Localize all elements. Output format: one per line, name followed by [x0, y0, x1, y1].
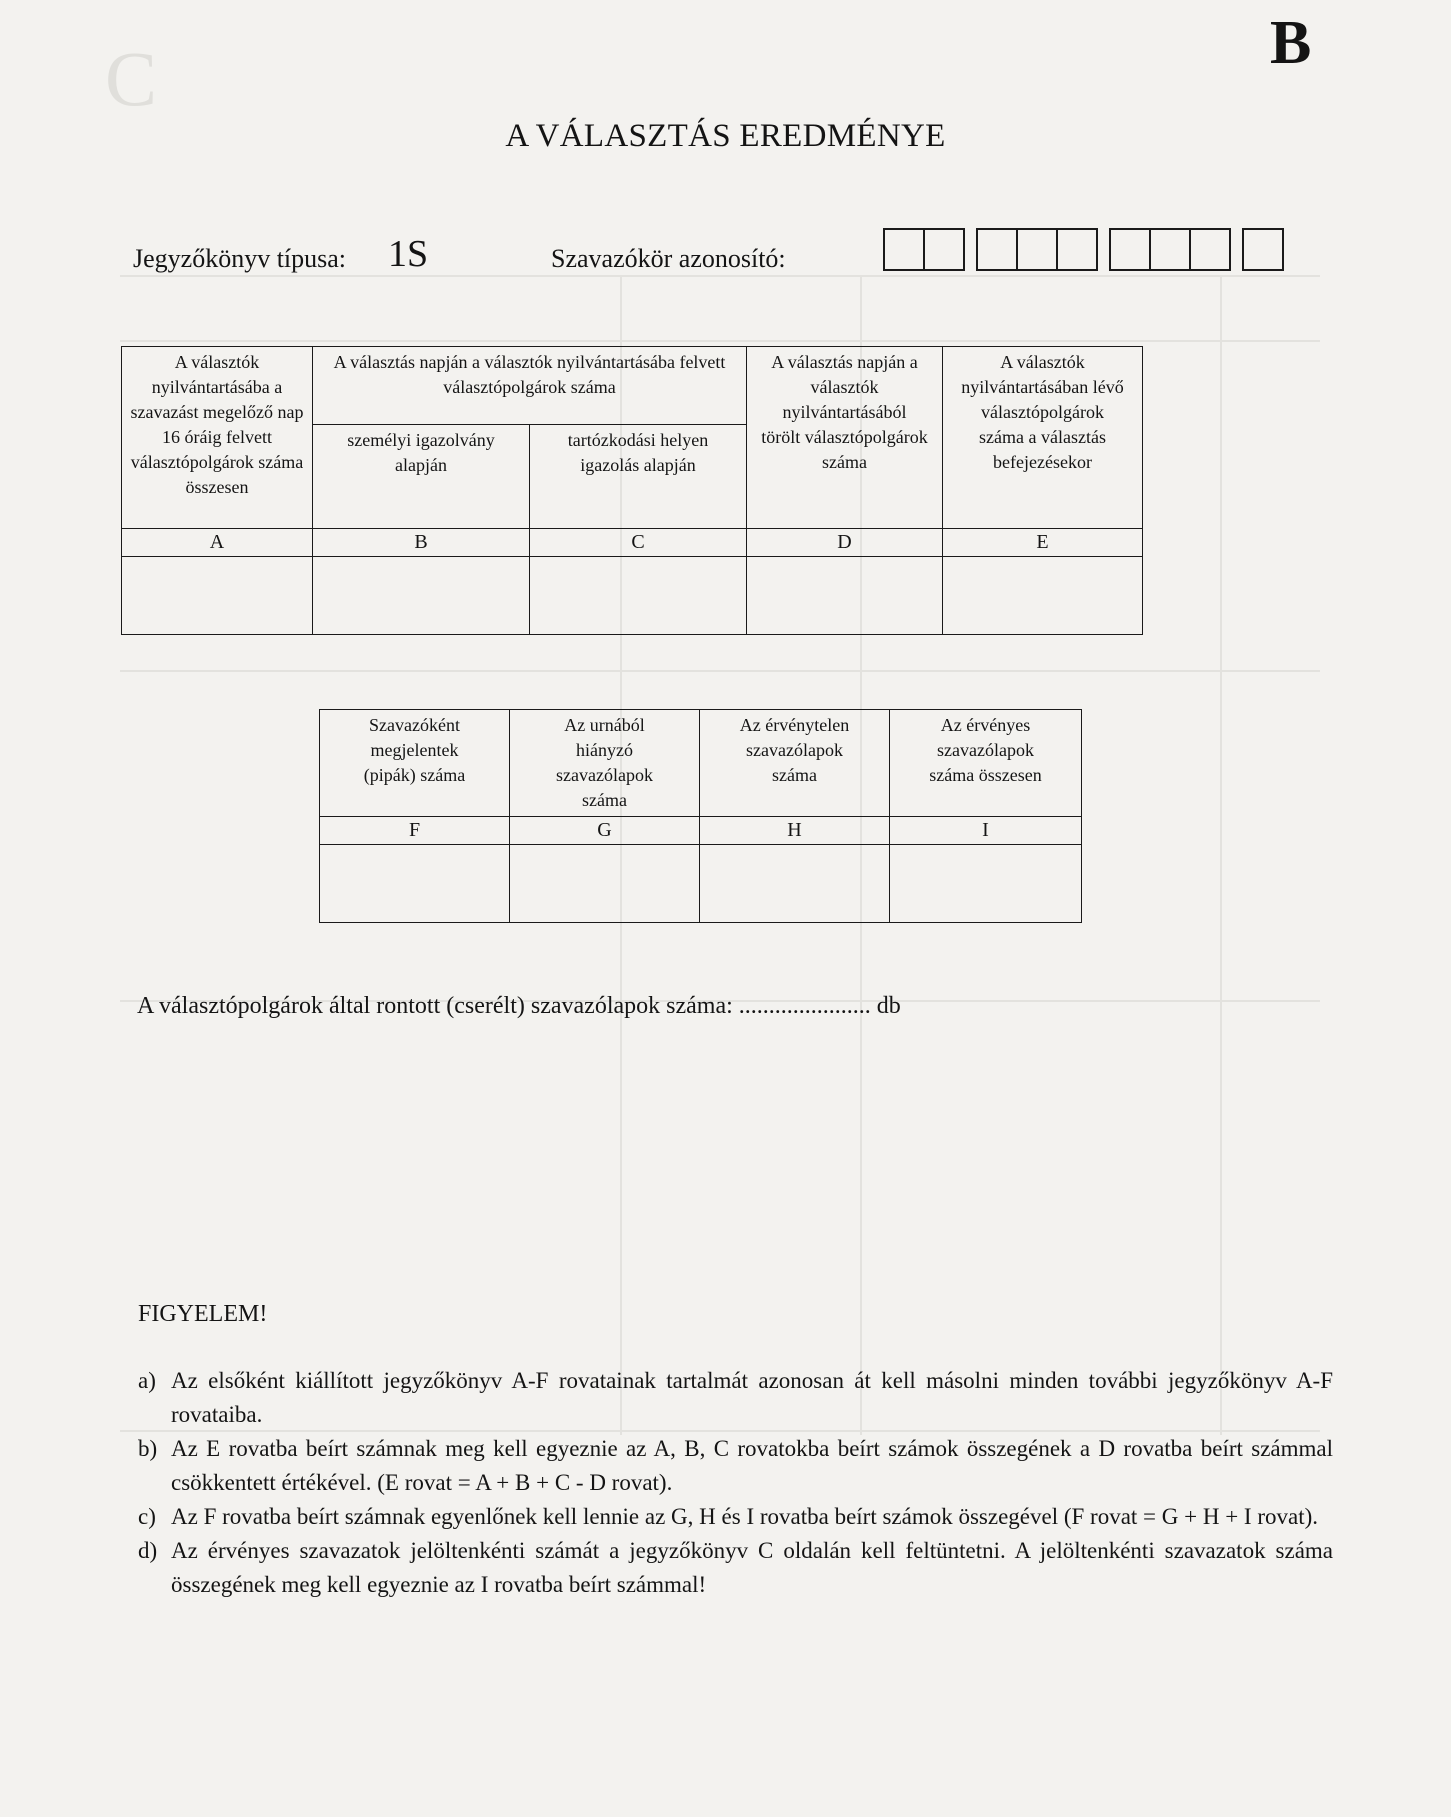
col-g-code: G [510, 817, 700, 845]
col-f-entry[interactable] [320, 845, 510, 923]
col-a-entry[interactable] [122, 557, 313, 635]
bleed-through-line [120, 670, 1320, 672]
col-h-header: Az érvénytelen szavazólapok száma [700, 710, 890, 817]
notes-list [138, 1364, 1333, 1602]
ballot-count-table [319, 709, 1082, 923]
note-letter: c) [138, 1504, 156, 1529]
bleed-through-line [1220, 275, 1222, 1435]
district-id-digit-box[interactable] [885, 230, 925, 269]
page-letter: B [1270, 9, 1312, 77]
note-item [138, 1500, 1333, 1534]
col-d-entry[interactable] [747, 557, 943, 635]
warning-heading: FIGYELEM! [138, 1301, 268, 1327]
district-id-digit-box[interactable] [1151, 230, 1191, 269]
col-f-header: Szavazóként megjelentek (pipák) száma [320, 710, 510, 817]
col-e-code: E [943, 529, 1143, 557]
page-title: A VÁLASZTÁS EREDMÉNYE [505, 118, 946, 154]
district-id-group [1242, 228, 1284, 271]
col-e-entry[interactable] [943, 557, 1143, 635]
district-id-group [1109, 228, 1231, 271]
district-id-digit-box[interactable] [1111, 230, 1151, 269]
district-id-boxes [883, 228, 1284, 271]
bleed-through-line [120, 340, 1320, 342]
col-i-entry[interactable] [890, 845, 1082, 923]
col-i-header: Az érvényes szavazólapok száma összesen [890, 710, 1082, 817]
col-b-code: B [313, 529, 530, 557]
bleed-through-letter: C [105, 35, 158, 122]
note-letter: a) [138, 1368, 156, 1393]
col-c-entry[interactable] [530, 557, 747, 635]
district-id-digit-box[interactable] [1191, 230, 1229, 269]
note-letter: d) [138, 1538, 158, 1563]
col-d-code: D [747, 529, 943, 557]
col-d-header: A választás napján a választók nyilvántartásából törölt választópolgárok száma [747, 347, 943, 529]
note-item [138, 1432, 1333, 1500]
district-id-digit-box[interactable] [1058, 230, 1096, 269]
col-c-code: C [530, 529, 747, 557]
voter-register-table [121, 346, 1143, 635]
district-id-group [883, 228, 965, 271]
district-id-digit-box[interactable] [925, 230, 963, 269]
col-f-code: F [320, 817, 510, 845]
col-e-header: A választók nyilvántartásában lévő választópolgárok száma a választás befejezésekor [943, 347, 1143, 529]
note-item [138, 1534, 1333, 1602]
col-h-entry[interactable] [700, 845, 890, 923]
col-g-header: Az urnából hiányzó szavazólapok száma [510, 710, 700, 817]
col-h-code: H [700, 817, 890, 845]
district-id-group [976, 228, 1098, 271]
district-id-label: Szavazókör azonosító: [551, 244, 786, 273]
note-text: Az érvényes szavazatok jelöltenkénti számát a jegyzőkönyv C oldalán kell feltüntetni. A jelöltenkénti szavazatok száma összegének meg kell egyeznie az I rovatba beírt számmal! [171, 1538, 1333, 1597]
col-a-code: A [122, 529, 313, 557]
district-id-digit-box[interactable] [978, 230, 1018, 269]
district-id-digit-box[interactable] [1244, 230, 1282, 269]
col-bc-header: A választás napján a választók nyilvántartásába felvett választópolgárok száma [313, 347, 747, 425]
col-c-header: tartózkodási helyen igazolás alapján [530, 425, 747, 529]
note-text: Az F rovatba beírt számnak egyenlőnek kell lennie az G, H és I rovatba beírt számok összegével (F rovat = G + H + I rovat). [171, 1504, 1319, 1529]
bleed-through-line [120, 275, 1320, 277]
note-text: Az E rovatba beírt számnak meg kell egyeznie az A, B, C rovatokba beírt számok összegének a D rovatba beírt számmal csökkentett értékével. (E rovat = A + B + C - D rovat). [171, 1436, 1333, 1495]
col-g-entry[interactable] [510, 845, 700, 923]
note-letter: b) [138, 1436, 158, 1461]
spoiled-ballots-line: A választópolgárok által rontott (cserélt) szavazólapok száma: ...................... db [137, 993, 901, 1019]
district-id-digit-box[interactable] [1018, 230, 1058, 269]
note-item [138, 1364, 1333, 1432]
col-i-code: I [890, 817, 1082, 845]
col-a-header: A választók nyilvántartásába a szavazást megelőző nap 16 óráig felvett választópolgárok száma összesen [122, 347, 313, 529]
note-text: Az elsőként kiállított jegyzőkönyv A-F rovatainak tartalmát azonosan át kell másolni minden további jegyzőkönyv A-F rovataiba. [171, 1368, 1333, 1427]
col-b-header: személyi igazolvány alapján [313, 425, 530, 529]
record-type-value: 1S [388, 233, 429, 275]
record-type-label: Jegyzőkönyv típusa: [133, 244, 347, 273]
col-b-entry[interactable] [313, 557, 530, 635]
